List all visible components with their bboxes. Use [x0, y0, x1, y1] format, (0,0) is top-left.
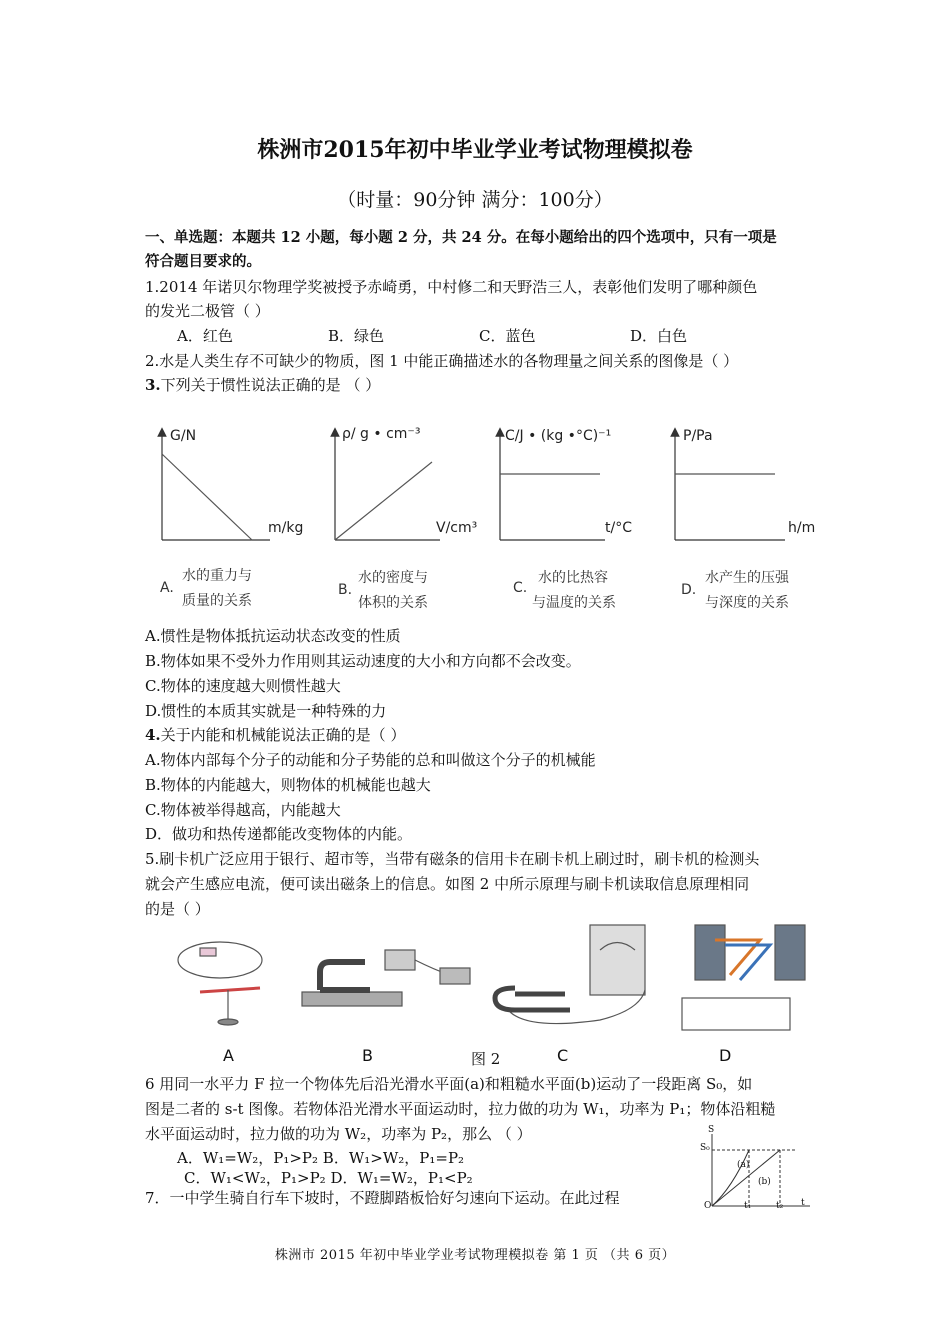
- st-t-label: t: [801, 1198, 805, 1208]
- q5-line2: 就会产生感应电流，便可读出磁条上的信息。如图 2 中所示原理与刷卡机读取信息原理相同: [145, 875, 750, 893]
- q1-line1: 1.2014 年诺贝尔物理学奖被授予赤崎勇，中村修二和天野浩三人，表彰他们发明了哪种颜色: [145, 278, 758, 296]
- q3-option-d: D.惯性的本质其实就是一种特殊的力: [145, 702, 387, 720]
- q5-line1: 5.刷卡机广泛应用于银行、超市等，当带有磁条的信用卡在刷卡机上刷过时，刷卡机的检测头: [145, 850, 760, 868]
- fig2-b-illustration: [302, 950, 470, 1006]
- fig2-a-illustration: [178, 942, 262, 1025]
- q4-stem: [145, 723, 405, 747]
- st-t1-label: t₁: [744, 1201, 752, 1211]
- st-s0-label: S₀: [700, 1143, 710, 1153]
- graph-a-axes: [162, 432, 270, 540]
- q4-option-d: D．做功和热传递都能改变物体的内能。: [145, 825, 413, 843]
- graph-b-letter: B.: [338, 582, 353, 598]
- fig2-d-illustration: [682, 925, 805, 1030]
- q3-option-a: A.惯性是物体抵抗运动状态改变的性质: [145, 627, 401, 645]
- graph-c-caption2: 与温度的关系: [532, 595, 616, 611]
- graph-d-xlabel: h/m: [788, 520, 816, 536]
- graph-c-xlabel: t/°C: [605, 520, 632, 536]
- graph-b-xlabel: V/cm³: [436, 520, 478, 536]
- q4-option-c: C.物体被举得越高，内能越大: [145, 801, 341, 819]
- q6-options-line1: A．W₁=W₂，P₁>P₂ B．W₁>W₂，P₁=P₂: [177, 1149, 465, 1167]
- q4-option-a: A.物体内部每个分子的动能和分子势能的总和叫做这个分子的机械能: [145, 751, 596, 769]
- st-y-label: S: [708, 1125, 715, 1135]
- graph-a-ylabel: G/N: [170, 428, 197, 444]
- graph-d-axes: [675, 432, 785, 540]
- graph-d-caption2: 与深度的关系: [705, 595, 789, 611]
- q1-option-b: B．绿色: [328, 327, 385, 345]
- q7-text: 7．一中学生骑自行车下坡时，不蹬脚踏板恰好匀速向下运动。在此过程: [145, 1189, 620, 1207]
- graph-c-axes: [500, 432, 605, 540]
- q4-stem-text: 关于内能和机械能说法正确的是（ ）: [160, 726, 406, 744]
- graph-a-caption2: 质量的关系: [182, 593, 252, 609]
- q1-option-a: A．红色: [177, 327, 233, 345]
- graph-a-xlabel: m/kg: [268, 520, 304, 536]
- graph-d-letter: D.: [681, 582, 697, 598]
- graph-d-ylabel: P/Pa: [683, 428, 713, 444]
- q4-option-b: B.物体的内能越大，则物体的机械能也越大: [145, 776, 431, 794]
- fig2-letter-b: B: [362, 1046, 373, 1065]
- graph-c-ylabel: C/J • (kg •°C)⁻¹: [505, 428, 612, 444]
- graph-a-caption1: 水的重力与: [182, 568, 252, 584]
- st-t2-label: t₂: [776, 1201, 784, 1211]
- fig2-letter-c: C: [557, 1046, 569, 1065]
- graph-a-letter: A.: [160, 580, 174, 596]
- graph-d-caption1: 水产生的压强: [705, 570, 789, 586]
- section-heading-line2: 符合题目要求的。: [145, 253, 261, 270]
- graph-b-line: [335, 462, 432, 540]
- st-b-label: (b): [758, 1177, 771, 1187]
- st-curve-a: [712, 1150, 749, 1206]
- q1-option-d: D．白色: [630, 327, 688, 345]
- q2-text: 2.水是人类生存不可缺少的物质，图 1 中能正确描述水的各物理量之间关系的图像是（ ）: [145, 352, 739, 370]
- graph-b-axes: [335, 432, 440, 540]
- st-origin-label: O: [704, 1201, 712, 1211]
- fig2-letter-d: D: [719, 1046, 732, 1065]
- graph-c-letter: C.: [513, 580, 528, 596]
- page-title: 株洲市2015年初中毕业学业考试物理模拟卷: [257, 137, 693, 163]
- page-footer: 株洲市 2015 年初中毕业学业考试物理模拟卷 第 1 页 （共 6 页）: [274, 1248, 676, 1263]
- q4-number: 4.: [145, 726, 161, 744]
- q6-line3: 水平面运动时，拉力做的功为 W₂，功率为 P₂，那么 （ ）: [145, 1125, 532, 1143]
- fig2-caption: 图 2: [471, 1050, 501, 1068]
- q1-line2: 的发光二极管（ ）: [145, 302, 270, 320]
- q6-line2: 图是二者的 s-t 图像。若物体沿光滑水平面运动时，拉力做的功为 W₁，功率为 P₁；物体沿粗糙: [145, 1100, 776, 1118]
- figure1-graphs: [140, 420, 830, 550]
- section-heading-line1: 一、单选题：本题共 12 小题，每小题 2 分，共 24 分。在每小题给出的四个选项中，只有一项是: [145, 229, 777, 246]
- figure2-illustrations: [170, 920, 810, 1040]
- graph-b-caption1: 水的密度与: [358, 570, 428, 586]
- q5-line3: 的是（ ）: [145, 900, 210, 918]
- fig2-letter-a: A: [223, 1046, 234, 1065]
- q3-option-b: B.物体如果不受外力作用则其运动速度的大小和方向都不会改变。: [145, 652, 581, 670]
- page-subtitle: （时量：90分钟 满分：100分）: [337, 189, 613, 211]
- q3-number: 3.: [145, 376, 161, 394]
- q3-stem: [145, 373, 380, 397]
- graph-b-ylabel: ρ/ g • cm⁻³: [342, 426, 421, 442]
- q1-option-c: C．蓝色: [479, 327, 536, 345]
- q6-options-line2: C．W₁<W₂，P₁>P₂ D．W₁=W₂，P₁<P₂: [184, 1169, 473, 1187]
- q6-line1: 6 用同一水平力 F 拉一个物体先后沿光滑水平面(a)和粗糙水平面(b)运动了一段距离 S₀，如: [145, 1075, 753, 1093]
- q3-option-c: C.物体的速度越大则惯性越大: [145, 677, 341, 695]
- st-a-label: (a): [737, 1160, 750, 1170]
- graph-c-caption1: 水的比热容: [538, 570, 608, 586]
- graph-b-caption2: 体积的关系: [358, 595, 428, 611]
- fig2-c-illustration: [495, 925, 645, 1024]
- graph-a-line: [162, 454, 252, 540]
- q3-stem-text: 下列关于惯性说法正确的是 （ ）: [160, 376, 381, 394]
